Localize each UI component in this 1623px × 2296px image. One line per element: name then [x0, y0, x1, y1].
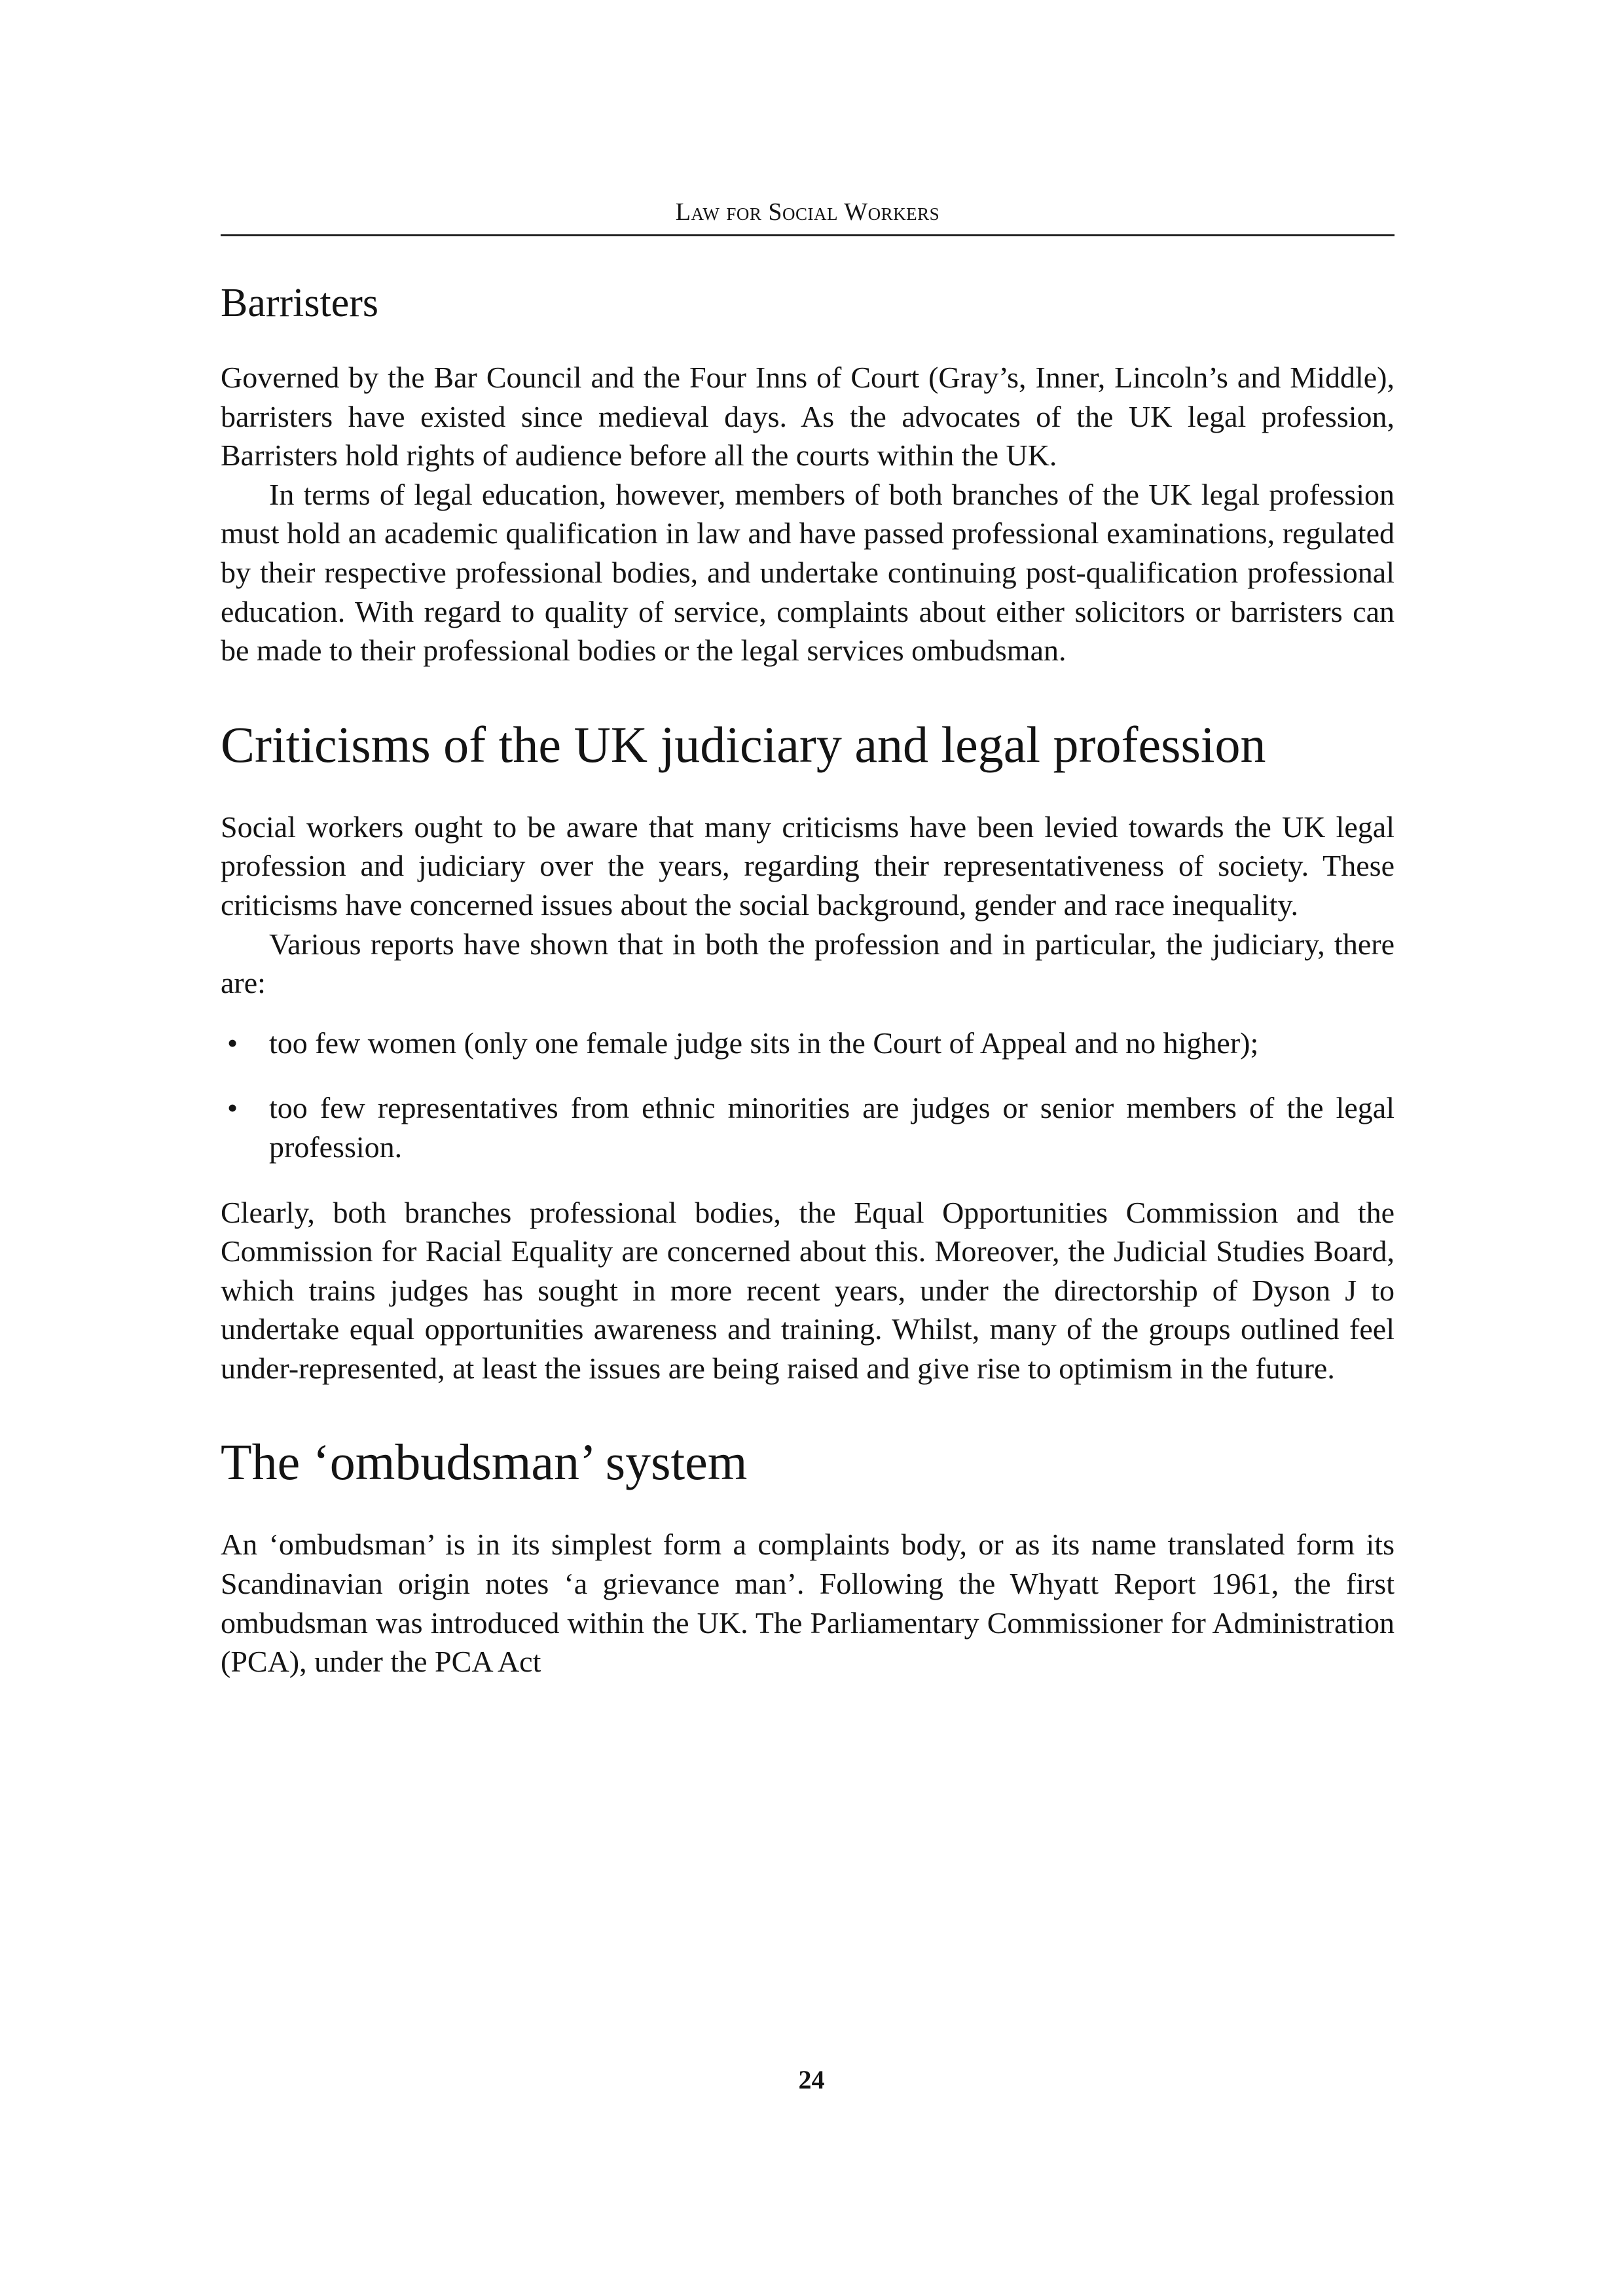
bullet-icon: • — [227, 1091, 238, 1125]
heading-ombudsman: The ‘ombudsman’ system — [221, 1433, 748, 1491]
paragraph-criticisms-1: Social workers ought to be aware that many criticisms have been levied towards the UK legal profession and judiciary over the years, regarding their representativeness of society. These criticisms have concerned issues about the social background, gender and race inequality. — [221, 810, 1395, 922]
list-item-text: too few women (only one female judge sits in the Court of Appeal and no higher); — [269, 1026, 1259, 1060]
paragraph-barristers-1: Governed by the Bar Council and the Four Inns of Court (Gray’s, Inner, Lincoln’s and Middle), barristers have existed since medieval days. As the advocates of the UK legal profession, Barristers hold rights of audience before all the courts within the UK. — [221, 361, 1395, 473]
list-item — [221, 1088, 1395, 1166]
heading-criticisms: Criticisms of the UK judiciary and legal profession — [221, 715, 1266, 773]
paragraph-barristers-2: In terms of legal education, however, members of both branches of the UK legal profession must hold an academic qualification in law and have passed professional examinations, regulated by their respective professional bodies, and undertake continuing post-qualification professional education. With regard to quality of service, complaints about either solicitors or barristers can be made to their professional bodies or the legal services ombudsman. — [221, 477, 1395, 668]
bullet-list — [221, 1024, 1395, 1167]
page-number: 24 — [798, 2065, 825, 2094]
list-item — [221, 1024, 1395, 1063]
heading-barristers: Barristers — [221, 281, 379, 325]
paragraph-criticisms-3: Clearly, both branches professional bodies, the Equal Opportunities Commission and the Commission for Racial Equality are concerned about this. Moreover, the Judicial Studies Board, which trains judges has sought in more recent years, under the directorship of Dyson J to undertake equal opportunities awareness and training. Whilst, many of the groups outlined feel under-represented, at least the issues are being raised and give rise to optimism in the future. — [221, 1195, 1395, 1385]
page-body — [221, 196, 1395, 1681]
paragraph-criticisms-2: Various reports have shown that in both the profession and in particular, the judiciary, there are: — [221, 927, 1395, 1000]
bullet-icon: • — [227, 1026, 238, 1060]
list-item-text: too few representatives from ethnic minorities are judges or senior members of the legal profession. — [269, 1091, 1395, 1164]
running-head: Law for Social Workers — [221, 196, 1395, 236]
paragraph-ombudsman-1: An ‘ombudsman’ is in its simplest form a complaints body, or as its name translated form its Scandinavian origin notes ‘a grievance man’. Following the Whyatt Report 1961, the first ombudsman was introduced within the UK. The Parliamentary Commissioner for Administration (PCA), under the PCA Act — [221, 1528, 1395, 1679]
